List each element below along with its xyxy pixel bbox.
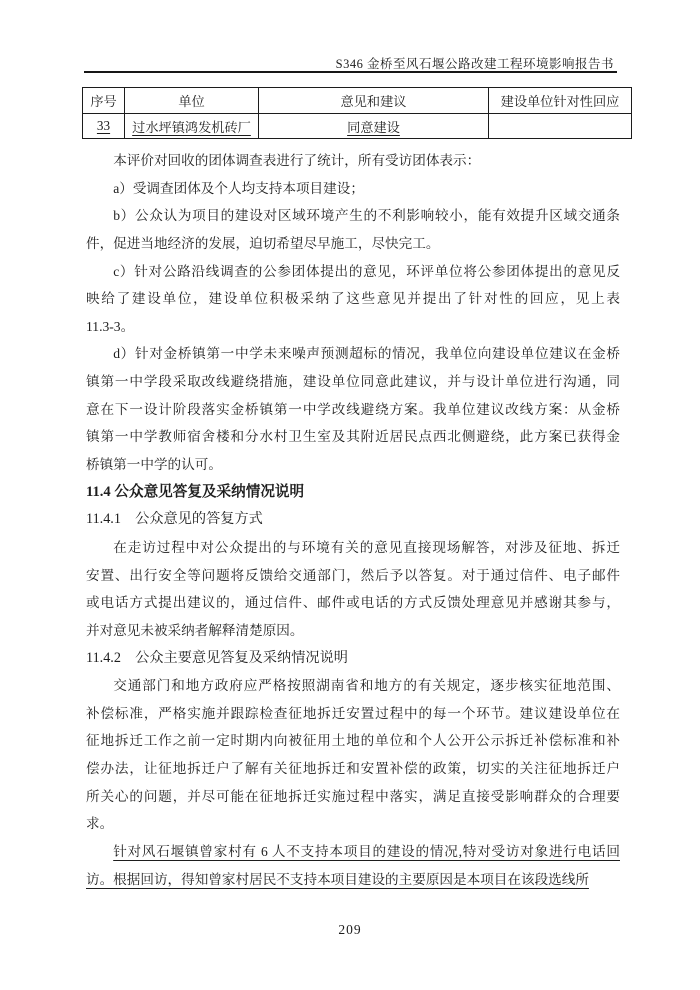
table-header-cell xyxy=(259,88,489,114)
text-line: 件，促进当地经济的发展，迫切希望尽早施工，尽快完工。 xyxy=(86,235,440,251)
text-line: c）针对公路沿线调查的公参团体提出的意见，环评单位将公参团体提出的意见反 xyxy=(113,263,620,279)
text-line: 所关心的问题，并尽可能在征地拆迁实施过程中落实，满足直接受影响群众的合理要 xyxy=(86,788,620,804)
table-row xyxy=(83,114,632,139)
body-flow xyxy=(86,147,620,893)
cell-serial-number-text: 33 xyxy=(96,118,111,133)
page-number: 209 xyxy=(338,922,362,937)
opinion-table-body xyxy=(83,88,632,139)
text-line: 征地拆迁工作之前一定时期内向被征用土地的单位和个人公开公示拆迁补偿标准和补 xyxy=(86,733,620,749)
table-header-cell xyxy=(489,88,632,114)
text-line: d）针对金桥镇第一中学未来噪声预测超标的情况，我单位向建设单位建议在金桥 xyxy=(113,346,620,362)
text-line: 桥镇第一中学的认可。 xyxy=(86,457,222,473)
paragraph xyxy=(86,258,620,341)
text-line: 求。 xyxy=(86,816,114,832)
text-line: 在走访过程中对公众提出的与环境有关的意见直接现场解答，对涉及征地、拆迁 xyxy=(113,539,620,555)
table-header-cell-text: 意见和建议 xyxy=(340,94,407,109)
text-line: 或电话方式提出建议的，通过信件、邮件或电话的方式反馈处理意见并感谢其参与， xyxy=(86,595,620,611)
text-line: 补偿标准，严格实施并跟踪检查征地拆迁安置过程中的每一个环节。建议建设单位在 xyxy=(86,705,620,721)
paragraph xyxy=(86,147,620,175)
text-line: 11.3-3。 xyxy=(86,318,135,334)
cell-unit xyxy=(125,114,259,139)
text-line: 映给了建设单位，建设单位积极采纳了这些意见并提出了针对性的回应，见上表 xyxy=(86,291,620,307)
text-line: 11.4.2 公众主要意见答复及采纳情况说明 xyxy=(86,649,348,666)
text-line: 镇第一中学段采取改线避绕措施，建设单位同意此建议，并与设计单位进行沟通，同 xyxy=(86,374,620,390)
paragraph xyxy=(86,672,620,838)
text-line: 并对意见未被采纳者解释清楚原因。 xyxy=(86,622,304,638)
text-line: 11.4.1 公众意见的答复方式 xyxy=(86,511,263,528)
cell-opinion-text: 同意建设 xyxy=(347,119,400,135)
header-rule xyxy=(84,71,617,73)
table-header-cell-text: 序号 xyxy=(90,94,117,109)
cell-response xyxy=(489,114,632,139)
text-line: 本评价对回收的团体调查表进行了统计，所有受访团体表示： xyxy=(113,153,481,168)
text-line: 意在下一设计阶段落实金桥镇第一中学改线避绕方案。我单位建议改线方案：从金桥 xyxy=(86,401,620,417)
table-header-cell xyxy=(83,88,125,114)
text-line: b）公众认为项目的建设对区域环境产生的不利影响较小，能有效提升区域交通条 xyxy=(113,208,620,224)
section-heading xyxy=(86,479,620,507)
cell-unit-text: 过水坪镇鸿发机砖厂 xyxy=(132,119,251,135)
text-line: 交通部门和地方政府应严格按照湖南省和地方的有关规定，逐步核实征地范围、 xyxy=(113,678,620,694)
table-header-cell-text: 单位 xyxy=(178,94,205,109)
report-title: S346 金桥至风石堰公路改建工程环境影响报告书 xyxy=(335,57,614,71)
cell-opinion xyxy=(259,114,489,139)
paragraph xyxy=(86,175,620,203)
section-heading xyxy=(86,645,620,673)
table-header-cell-text: 建设单位针对性回应 xyxy=(500,94,620,109)
section-heading xyxy=(86,506,620,534)
text-line: 镇第一中学教师宿舍楼和分水村卫生室及其附近居民点西北侧避绕，此方案已获得金 xyxy=(86,429,620,445)
paragraph xyxy=(86,340,620,478)
opinion-table xyxy=(82,87,632,139)
paragraph xyxy=(86,534,620,645)
paragraph xyxy=(86,202,620,257)
table-header-row xyxy=(83,88,632,114)
paragraph xyxy=(86,838,620,893)
text-line: 安置、出行安全等问题将反馈给交通部门，然后予以答复。对于通过信件、电子邮件 xyxy=(86,567,620,583)
text-line: 针对风石堰镇曾家村有 6 人不支持本项目的建设的情况,特对受访对象进行电话回 xyxy=(113,844,620,860)
text-line: 11.4 公众意见答复及采纳情况说明 xyxy=(86,483,305,500)
table-header-cell xyxy=(125,88,259,114)
text-line: 访。根据回访，得知曾家村居民不支持本项目建设的主要原因是本项目在该段选线所 xyxy=(86,871,589,887)
cell-serial-number xyxy=(83,114,125,139)
text-line: a）受调查团体及个人均支持本项目建设； xyxy=(113,180,364,196)
text-line: 偿办法，让征地拆迁户了解有关征地拆迁和安置补偿的政策，切实的关注征地拆迁户 xyxy=(86,761,620,777)
